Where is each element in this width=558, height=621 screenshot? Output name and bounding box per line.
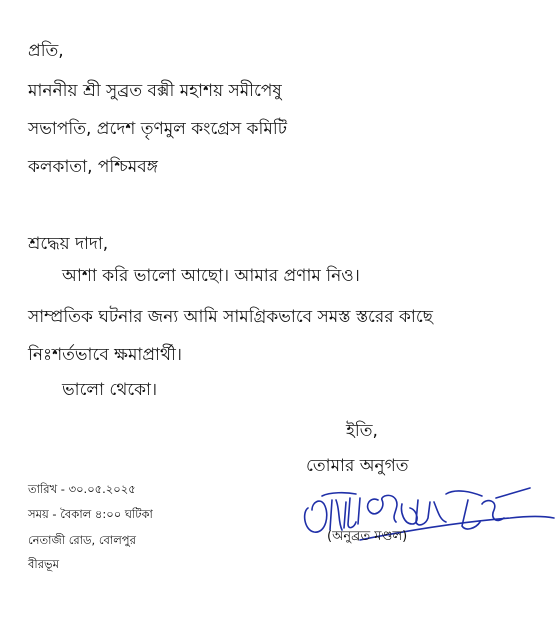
salutation-to: প্রতি, xyxy=(28,41,64,61)
body-line-1: আশা করি ভালো আছো। আমার প্রণাম নিও। xyxy=(62,266,360,286)
closing-iti: ইতি, xyxy=(346,421,378,441)
recipient-title: সভাপতি, প্রদেশ তৃণমুল কংগ্রেস কমিটি xyxy=(28,119,287,139)
greeting: শ্রদ্ধেয় দাদা, xyxy=(28,234,109,254)
time-line: সময় - বৈকাল ৪:০০ ঘটিকা xyxy=(28,507,153,521)
recipient-name: মাননীয় শ্রী সুব্রত বক্সী মহাশয় সমীপেষু xyxy=(28,81,282,101)
address-line: নেতাজী রোড, বোলপুর xyxy=(28,533,136,547)
district-line: বীরভূম xyxy=(28,557,59,571)
body-line-2: সাম্প্রতিক ঘটনার জন্য আমি সামগ্রিকভাবে সমস্ত স্তরের কাছে xyxy=(28,307,433,327)
recipient-place: কলকাতা, পশ্চিমবঙ্গ xyxy=(28,157,158,177)
handwritten-signature xyxy=(300,478,558,558)
closing-anugata: তোমার অনুগত xyxy=(306,456,409,476)
body-line-4: ভালো থেকো। xyxy=(62,380,158,400)
signer-name: (অনুব্রত মণ্ডল) xyxy=(327,529,408,544)
date-line: তারিখ - ৩০.০৫.২০২৫ xyxy=(28,482,136,496)
body-line-3: নিঃশর্তভাবে ক্ষমাপ্রার্থী। xyxy=(28,345,182,365)
